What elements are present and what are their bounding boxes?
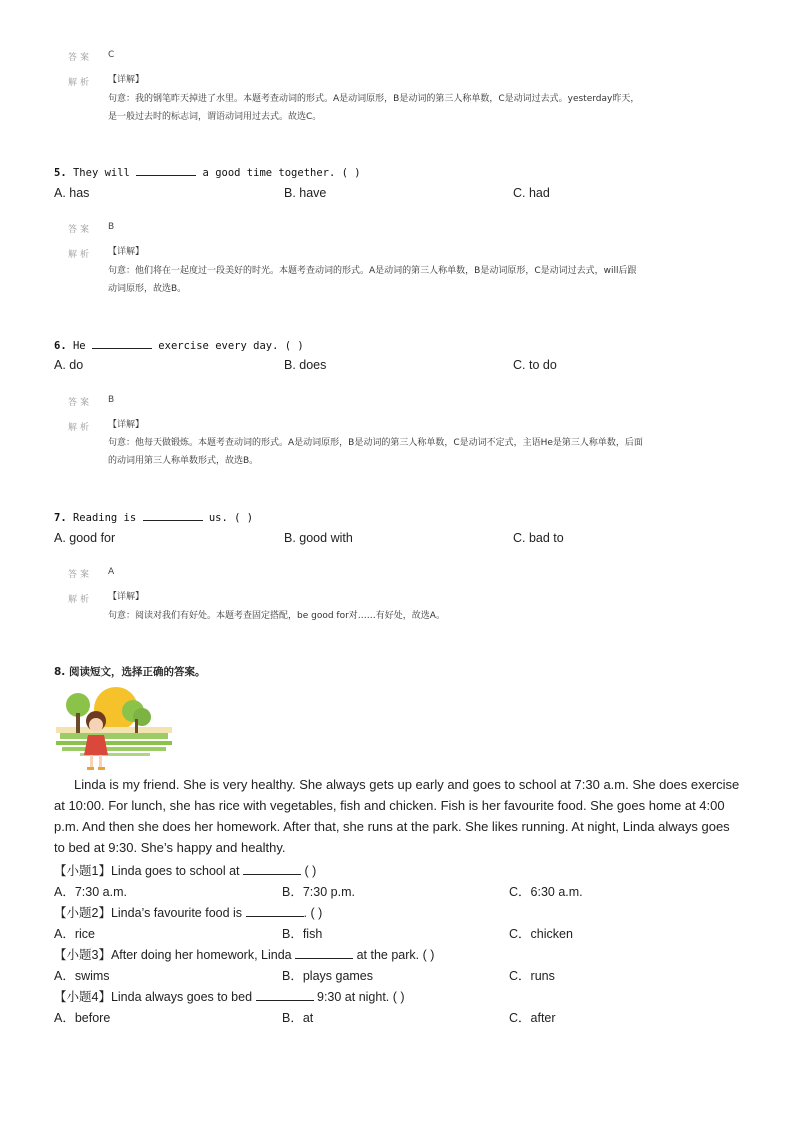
q5-post: a good time together. [202, 167, 336, 179]
q7-option-b: B. good with [284, 531, 353, 545]
q7-paren: ( ) [234, 512, 254, 524]
girl-park-illustration [56, 683, 172, 773]
subq3-pre: 【小题3】After doing her homework, Linda [54, 948, 292, 962]
q5-paren: ( ) [341, 167, 361, 179]
subq2-pre: 【小题2】Linda’s favourite food is [54, 906, 243, 920]
subq1-stem [54, 861, 316, 879]
detail-label: 【详解】 [108, 247, 145, 257]
subq1-post: ( ) [304, 864, 317, 878]
subq2-post: . ( ) [303, 906, 323, 920]
subq4-post: 9:30 at night. ( ) [317, 990, 405, 1004]
subq3-option-a: A．swims [54, 969, 110, 983]
subq4-option-a: A．before [54, 1011, 111, 1025]
q4-answer: C [108, 50, 115, 60]
q6-option-c: C. to do [513, 358, 557, 372]
subq2-option-b: B．fish [282, 927, 323, 941]
q5-answer: B [108, 222, 115, 232]
answer-label: 答案 [68, 53, 93, 63]
q6-explanation-line1: 句意：他每天做锻炼。本题考查动词的形式。A是动词原形，B是动词的第三人称单数，C是动词不定式，主语He是第三人称单数，后面 [108, 438, 643, 448]
analysis-label: 解析 [68, 595, 93, 605]
q5-option-b: B. have [284, 186, 327, 200]
q6-stem [54, 339, 304, 352]
q7-stem [54, 511, 253, 524]
subq4-option-b: B．at [282, 1011, 314, 1025]
q5-explanation-line2: 动词原形，故选B。 [108, 284, 187, 294]
subq3-option-b: B．plays games [282, 969, 374, 983]
q6-answer: B [108, 395, 115, 405]
q6-blank [92, 339, 152, 349]
q4-explanation-line1: 句意：我的钢笔昨天掉进了水里。本题考查动词的形式。A是动词原形，B是动词的第三人称单数，C是动词过去式。yesterday昨天， [108, 94, 640, 104]
q7-pre: Reading is [72, 512, 137, 524]
q6-number: 6. [54, 340, 67, 352]
reading-passage: Linda is my friend. She is very healthy. She always gets up early and goes to school at 7:30 a.m. She does exercise at 10:00. For lunch, she has rice with vegetables, fish and chicken. Fish is her favourite food. She goes home at 4:00 p.m. And then she does her homework. After that, she runs at the park. She likes running. At night, Linda always goes to bed at 9:30. She’s happy and healthy. [54, 777, 740, 855]
q7-option-a: A. good for [54, 531, 116, 545]
subq4-blank [256, 990, 314, 1001]
q6-pre: He [72, 340, 86, 352]
q5-number: 5. [54, 167, 67, 179]
q7-blank [143, 511, 203, 521]
detail-label: 【详解】 [108, 420, 145, 430]
answer-label: 答案 [68, 398, 93, 408]
analysis-label: 解析 [68, 78, 93, 88]
subq2-blank [246, 906, 304, 917]
subq3-stem [54, 945, 434, 963]
q5-option-c: C. had [513, 186, 550, 200]
q5-stem [54, 166, 361, 179]
q6-option-a: A. do [54, 358, 84, 372]
subq4-pre: 【小题4】Linda always goes to bed [54, 990, 253, 1004]
q8-title: 8. 阅读短文，选择正确的答案。 [54, 666, 206, 678]
q6-post: exercise every day. [158, 340, 279, 352]
q5-blank [136, 166, 196, 176]
answer-label: 答案 [68, 225, 93, 235]
subq1-option-c: C．6:30 a.m. [509, 885, 583, 899]
subq1-option-a: A．7:30 a.m. [54, 885, 127, 899]
subq2-stem [54, 903, 322, 921]
subq1-blank [243, 864, 301, 875]
subq3-blank [295, 948, 353, 959]
analysis-label: 解析 [68, 423, 93, 433]
subq4-option-c: C．after [509, 1011, 556, 1025]
subq3-post: at the park. ( ) [356, 948, 435, 962]
q6-paren: ( ) [284, 340, 304, 352]
subq2-option-c: C．chicken [509, 927, 573, 941]
subq1-pre: 【小题1】Linda goes to school at [54, 864, 240, 878]
q7-answer: A [108, 567, 115, 577]
q7-option-c: C. bad to [513, 531, 564, 545]
q5-option-a: A. has [54, 186, 90, 200]
q6-explanation-line2: 的动词用第三人称单数形式，故选B。 [108, 456, 259, 466]
answer-label: 答案 [68, 570, 93, 580]
q5-explanation-line1: 句意：他们将在一起度过一段美好的时光。本题考查动词的形式。A是动词的第三人称单数，B是动词原形，C是动词过去式，will后跟 [108, 266, 637, 276]
subq2-option-a: A．rice [54, 927, 95, 941]
q7-explanation-line1: 句意：阅读对我们有好处。本题考查固定搭配，be good for对……有好处，故选A。 [108, 611, 445, 621]
detail-label: 【详解】 [108, 75, 145, 85]
detail-label: 【详解】 [108, 592, 145, 602]
subq1-option-b: B．7:30 p.m. [282, 885, 355, 899]
q7-number: 7. [54, 512, 67, 524]
q4-explanation-line2: 是一般过去时的标志词，谓语动词用过去式。故选C。 [108, 112, 322, 122]
subq3-option-c: C．runs [509, 969, 555, 983]
q6-option-b: B. does [284, 358, 327, 372]
analysis-label: 解析 [68, 250, 93, 260]
q5-pre: They will [72, 167, 130, 179]
subq4-stem [54, 987, 405, 1005]
q7-post: us. [208, 512, 228, 524]
